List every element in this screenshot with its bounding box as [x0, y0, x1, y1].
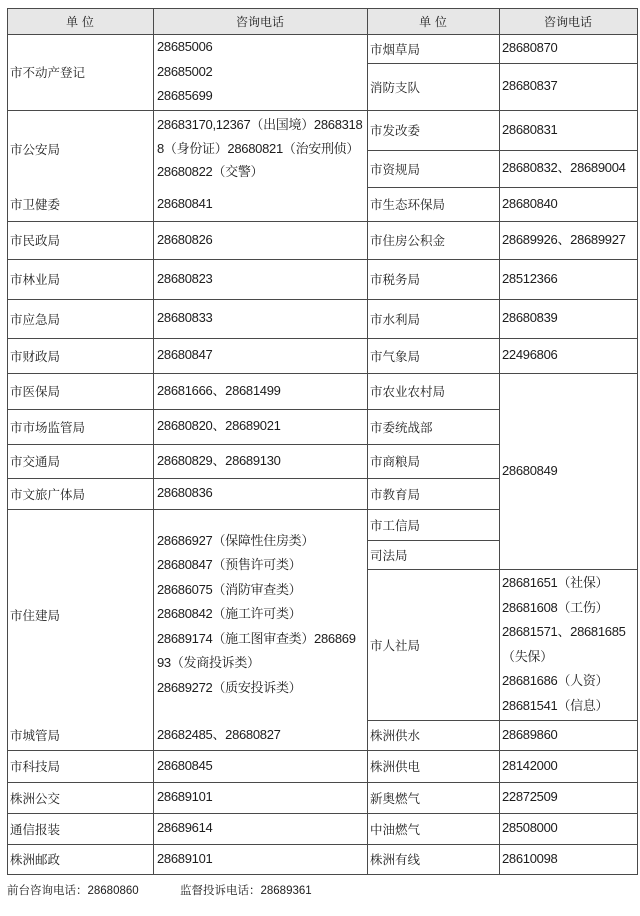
phone-cell — [157, 444, 366, 478]
unit-name: 市工信局 — [370, 517, 421, 533]
phone-number: 28689101 — [157, 789, 213, 805]
phone-number: 28680845 — [157, 757, 213, 773]
phone-number: 28689101 — [157, 850, 213, 866]
unit-name: 市科技局 — [10, 759, 61, 774]
phone-number: 28680839 — [502, 310, 558, 326]
phone-cell — [502, 34, 636, 63]
phone-number: 28512366 — [502, 270, 558, 286]
unit-name: 株洲邮政 — [10, 852, 61, 867]
unit-name: 中油燃气 — [370, 821, 421, 837]
unit-name: 市气象局 — [370, 348, 421, 364]
phone-number: （失保） — [502, 648, 553, 664]
phone-cell — [502, 110, 636, 150]
unit-name: 新奥燃气 — [370, 790, 421, 806]
phone-cell — [157, 110, 366, 187]
grid-line — [499, 8, 500, 875]
phone-cell — [157, 409, 366, 444]
phone-cell — [502, 569, 636, 720]
unit-name: 市文旅广体局 — [10, 486, 86, 502]
unit-name: 市交通局 — [10, 454, 61, 469]
phone-cell — [502, 299, 636, 338]
phone-number: 28686927（保障性住房类） — [157, 532, 315, 548]
phone-number: 28685699 — [157, 88, 213, 104]
unit-name: 市医保局 — [10, 384, 61, 399]
phone-cell — [157, 373, 366, 409]
phone-number: 28680841 — [157, 195, 213, 211]
unit-name: 市财政局 — [10, 348, 61, 364]
phone-cell — [502, 844, 636, 874]
phone-number: 28680840 — [502, 195, 558, 211]
unit-name: 消防支队 — [370, 79, 421, 95]
phone-cell — [502, 782, 636, 813]
phone-number: 28680833 — [157, 310, 213, 326]
unit-name: 通信报装 — [10, 821, 61, 837]
phone-number: 28689926、28689927 — [502, 231, 626, 247]
header-unit-right: 单 位 — [419, 14, 447, 29]
phone-cell — [502, 187, 636, 221]
phone-number: 28680832、28689004 — [502, 160, 626, 176]
phone-number: 28680870 — [502, 40, 558, 56]
phone-number: 28681571、28681685 — [502, 624, 626, 639]
grid-line — [7, 874, 638, 875]
phone-number: 22496806 — [502, 347, 558, 363]
phone-number: 28689614 — [157, 820, 213, 836]
unit-name: 市水利局 — [370, 311, 421, 327]
front-desk-phone: 前台咨询电话：28680860 — [7, 885, 139, 897]
phone-cell — [502, 813, 636, 844]
phone-cell — [157, 187, 366, 221]
phone-number: 28680831 — [502, 121, 558, 137]
phone-cell — [157, 720, 366, 750]
phone-number: 28680836 — [157, 485, 213, 501]
phone-number: 28680826 — [157, 231, 213, 247]
grid-line — [153, 8, 154, 875]
phone-cell — [157, 34, 366, 110]
unit-name: 市教育局 — [370, 486, 421, 502]
phone-number: 28682485、28680827 — [157, 726, 281, 742]
phone-cell — [157, 478, 366, 509]
unit-name: 市城管局 — [10, 728, 61, 743]
unit-name: 市住房公积金 — [370, 233, 446, 248]
phone-number: 28680842（施工许可类） — [157, 606, 302, 622]
unit-name: 市卫健委 — [10, 197, 61, 212]
phone-number: 28685002 — [157, 63, 213, 79]
phone-number: 28689860 — [502, 726, 558, 742]
phone-number: 93（发商投诉类） — [157, 655, 260, 671]
phone-number: 28681541（信息） — [502, 697, 609, 713]
phone-cell — [157, 259, 366, 299]
unit-name: 市住建局 — [10, 607, 61, 623]
unit-name: 司法局 — [370, 547, 408, 563]
phone-cell — [157, 782, 366, 813]
grid-line — [367, 8, 368, 875]
unit-name: 市市场监管局 — [10, 419, 86, 435]
phone-number: 28689174（施工图审查类）286869 — [157, 630, 356, 646]
phone-number: 28680823 — [157, 270, 213, 286]
phone-cell — [502, 750, 636, 782]
unit-name: 市委统战部 — [370, 419, 433, 435]
header-unit-left: 单 位 — [66, 14, 94, 29]
unit-name: 市税务局 — [370, 272, 421, 287]
phone-number: 28610098 — [502, 850, 558, 866]
phone-number: 28142000 — [502, 757, 558, 773]
phone-number: 28681608（工伤） — [502, 599, 609, 615]
phone-cell — [157, 338, 366, 373]
phone-number: 28681666、28681499 — [157, 382, 281, 398]
phone-cell — [157, 813, 366, 844]
phone-number: 22872509 — [502, 789, 558, 805]
phone-cell — [157, 299, 366, 338]
phone-number: 28680822（交警） — [157, 164, 264, 180]
phone-number: 28680849 — [502, 462, 558, 478]
unit-name: 市烟草局 — [370, 41, 421, 57]
phone-cell — [502, 63, 636, 110]
phone-number: 28685006 — [157, 39, 213, 55]
phone-number: 28683170,12367（出国境）2868318 — [157, 117, 363, 133]
phone-number: 28681651（社保） — [502, 575, 609, 590]
phone-number: 28680829、28689130 — [157, 452, 281, 468]
unit-name: 市人社局 — [370, 637, 421, 653]
unit-name: 市生态环保局 — [370, 197, 446, 212]
unit-name: 市民政局 — [10, 233, 61, 248]
phone-cell — [157, 844, 366, 874]
unit-name: 市发改委 — [370, 123, 421, 138]
phone-number: 28680820、28689021 — [157, 418, 281, 434]
header-phone-left: 咨询电话 — [235, 14, 284, 29]
unit-name: 株洲公交 — [10, 790, 61, 806]
phone-cell — [502, 150, 636, 187]
unit-name: 市商粮局 — [370, 454, 421, 469]
unit-name: 市公安局 — [10, 141, 61, 157]
phone-cell — [502, 259, 636, 299]
phone-number: 28681686（人资） — [502, 673, 609, 688]
unit-name: 市林业局 — [10, 272, 61, 287]
phone-number: 28686075（消防审查类） — [157, 581, 302, 597]
phone-number: 28680847（预售许可类） — [157, 557, 302, 573]
phone-cell — [502, 338, 636, 373]
unit-name: 株洲供水 — [370, 728, 421, 743]
phone-number: 28680847 — [157, 347, 213, 363]
phone-cell — [502, 221, 636, 259]
grid-line — [7, 8, 8, 875]
unit-name: 市不动产登记 — [10, 65, 86, 80]
phone-number: 28689272（质安投诉类） — [157, 679, 302, 695]
phone-cell — [157, 509, 366, 720]
phone-cell — [502, 720, 636, 750]
phone-number: 8（身份证）28680821（治安刑侦） — [157, 140, 360, 156]
phone-number: 28508000 — [502, 820, 558, 836]
phone-number: 28680837 — [502, 78, 558, 94]
phone-cell — [157, 750, 366, 782]
unit-name: 株洲有线 — [370, 852, 421, 867]
unit-name: 株洲供电 — [370, 759, 421, 774]
unit-name: 市资规局 — [370, 161, 421, 177]
unit-name: 市应急局 — [10, 311, 61, 327]
phone-cell — [157, 221, 366, 259]
unit-name: 市农业农村局 — [370, 384, 446, 399]
grid-line — [637, 8, 638, 875]
complaint-phone: 监督投诉电话：28689361 — [180, 885, 312, 897]
phone-cell — [502, 373, 636, 569]
header-phone-right: 咨询电话 — [543, 14, 592, 29]
